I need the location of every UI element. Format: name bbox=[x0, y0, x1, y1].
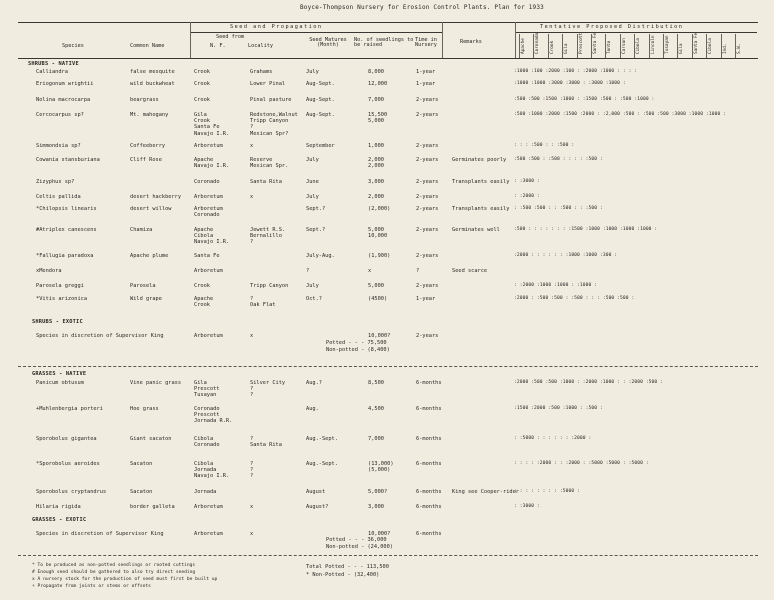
row-dist: :1000 :100 :2000 :100 : :2000 :1000 : : : : bbox=[514, 69, 638, 74]
distribution-column-rule bbox=[634, 34, 635, 58]
distribution-column-rule bbox=[706, 34, 707, 58]
row-nf: Navajo I.R. bbox=[194, 130, 230, 137]
distribution-column-rule bbox=[591, 34, 592, 58]
row-nf: Crook bbox=[194, 81, 210, 87]
grand-total-potted: Total Potted - - - 113,500 bbox=[306, 564, 389, 570]
row-time: 6-months bbox=[416, 489, 442, 495]
row-loc: Silver City bbox=[250, 380, 286, 386]
row-no: 2,000 bbox=[368, 194, 384, 200]
footnote: + Propagate from joints or stems or offsets bbox=[32, 584, 151, 589]
col-seed-matures: Seed Matures (Month) bbox=[309, 37, 347, 49]
distribution-column-rule bbox=[519, 34, 520, 58]
distribution-column-rule bbox=[548, 34, 549, 58]
row-loc: Pinal pasture bbox=[250, 97, 292, 103]
row-no: (4500) bbox=[368, 296, 388, 302]
row-nf: Tusayan bbox=[194, 392, 217, 399]
row-nf: Cibola bbox=[194, 461, 214, 467]
row-loc: Santa Rita bbox=[250, 179, 282, 185]
row-no: 5,000 bbox=[368, 118, 384, 125]
distribution-column-rule bbox=[721, 34, 722, 58]
row-loc: Oak Flat bbox=[250, 302, 276, 309]
row-mat: September bbox=[306, 143, 335, 149]
footnote: * To be produced as non-potted seedlings or rooted cuttings bbox=[32, 563, 196, 568]
seed-prop-rule bbox=[190, 32, 442, 33]
row-loc: ? bbox=[250, 467, 254, 474]
distribution-column-label: Cibola bbox=[708, 38, 714, 54]
section-shrubs-native: SHRUBS - NATIVE bbox=[28, 61, 79, 67]
row-time: 6-months bbox=[416, 380, 442, 386]
row-species: Sporobolus cryptandrus bbox=[36, 489, 107, 495]
row-no: 10,000? bbox=[368, 333, 391, 339]
row-species: Nolina macrocarpa bbox=[36, 97, 91, 103]
row-time: 1-year bbox=[416, 69, 436, 75]
row-species: Cercocarpus sp? bbox=[36, 112, 84, 118]
row-dist: :500 :1000 :2000 :1500 :2000 : :2,000 :500 : :500 :500 :3000 :1000 :1000 : bbox=[514, 112, 727, 117]
row-dist: : :500 :500 : : :500 : : :500 : bbox=[514, 206, 603, 211]
row-common: false mesquite bbox=[130, 69, 175, 75]
row-species: *Fallugia paradoxa bbox=[36, 253, 94, 259]
column-rule bbox=[442, 22, 443, 58]
row-dist: :500 : : : : : : : :1500 :1000 :1000 :1000 :1000 : bbox=[514, 227, 658, 232]
row-time: 2-years bbox=[416, 194, 439, 200]
seed-from-header: Seed from bbox=[216, 34, 245, 40]
row-nf: Apache bbox=[194, 157, 214, 163]
row-no: 8,500 bbox=[368, 380, 384, 386]
row-no: (2,000) bbox=[368, 206, 391, 212]
row-loc: Tripp Canyon bbox=[250, 283, 289, 289]
row-time: 6-months bbox=[416, 531, 442, 537]
row-rem: King see Cooper-rider bbox=[452, 489, 519, 495]
row-species: Sporobolus gigantea bbox=[36, 436, 97, 442]
row-nf: Arboretum bbox=[194, 333, 223, 339]
distribution-column-rule bbox=[562, 34, 563, 58]
row-common: Apache plume bbox=[130, 253, 169, 259]
row-mat: July bbox=[306, 283, 319, 289]
row-common: desert hackberry bbox=[130, 194, 182, 200]
row-species: +Muhlenbergia porteri bbox=[36, 406, 103, 412]
row-no: 15,500 bbox=[368, 112, 388, 118]
row-common: Chamiza bbox=[130, 227, 153, 233]
row-dist: :2000 : : : : : : :1000 :1000 :300 : bbox=[514, 253, 618, 258]
row-time: 6-months bbox=[416, 436, 442, 442]
row-common: Parosela bbox=[130, 283, 156, 289]
row-species: Celtis pallida bbox=[36, 194, 81, 200]
section-shrubs-exotic: SHRUBS - EXOTIC bbox=[32, 319, 83, 325]
row-mat: July bbox=[306, 194, 319, 200]
row-mat: ? bbox=[306, 268, 310, 274]
distribution-column-rule bbox=[605, 34, 606, 58]
row-loc: ? bbox=[250, 392, 254, 399]
row-loc: x bbox=[250, 504, 254, 510]
row-nf: Apache bbox=[194, 296, 214, 302]
row-dist: : :3000 : bbox=[514, 504, 540, 509]
grass-potted-total: Potted - - - 36,000 bbox=[326, 537, 387, 543]
col-time-in-nursery: Time in Nursery bbox=[415, 37, 437, 49]
row-loc: Lower Pinal bbox=[250, 81, 286, 87]
row-nf: Cibola bbox=[194, 233, 214, 240]
row-common: Wild grape bbox=[130, 296, 162, 302]
row-mat: Aug.-Sept. bbox=[306, 436, 338, 442]
row-common: desert willow bbox=[130, 206, 172, 212]
row-common: Mt. mahogany bbox=[130, 112, 169, 118]
row-nf: Arboretum bbox=[194, 206, 223, 212]
row-common: border galleta bbox=[130, 504, 175, 510]
row-no: 3,000 bbox=[368, 179, 384, 185]
row-no: 3,000 bbox=[368, 504, 384, 510]
row-nf: Arboretum bbox=[194, 504, 223, 510]
seed-and-propagation-header: Seed and Propagation bbox=[230, 24, 323, 30]
row-dist: :1000 :1000 :3000 :3000 : :3000 :1000 : bbox=[514, 81, 626, 86]
col-remarks: Remarks bbox=[460, 39, 482, 45]
row-no: 10,000 bbox=[368, 233, 388, 240]
row-species: *Chilopsis linearis bbox=[36, 206, 97, 212]
row-loc: Tripp Canyon bbox=[250, 118, 289, 125]
footnote: x A nursery stock for the production of seed must first be built up bbox=[32, 577, 218, 582]
row-species: Cowania stansburiana bbox=[36, 157, 100, 163]
row-common: Sacaton bbox=[130, 461, 153, 467]
row-mat: Aug. bbox=[306, 406, 319, 412]
row-time: 6-months bbox=[416, 406, 442, 412]
row-time: 6-months bbox=[416, 504, 442, 510]
row-dist: : :2000 :1000 :1000 : :1000 : bbox=[514, 283, 598, 288]
distribution-column-rule bbox=[692, 34, 693, 58]
row-mat: August bbox=[306, 489, 326, 495]
header-top-rule bbox=[18, 22, 758, 23]
row-rem: Germinates well bbox=[452, 227, 500, 233]
row-loc: Santa Rita bbox=[250, 442, 282, 449]
distribution-column-rule bbox=[663, 34, 664, 58]
distribution-column-label: S.W. bbox=[737, 43, 742, 54]
row-loc: Grahams bbox=[250, 69, 273, 75]
row-nf: Coronado bbox=[194, 212, 220, 219]
row-mat: August? bbox=[306, 504, 329, 510]
row-loc: ? bbox=[250, 239, 254, 246]
column-rule bbox=[190, 22, 191, 58]
distribution-column-label: Crook bbox=[549, 40, 555, 54]
row-nf: Apache bbox=[194, 227, 214, 233]
row-loc: ? bbox=[250, 436, 254, 442]
row-nf: Crook bbox=[194, 118, 210, 125]
row-mat: Aug-Sept. bbox=[306, 97, 335, 103]
row-no: 7,000 bbox=[368, 97, 384, 103]
row-common: Cliff Rose bbox=[130, 157, 162, 163]
row-dist: :2000 : :500 :500 : :500 : : : :500 :500 : bbox=[514, 296, 635, 301]
row-loc: x bbox=[250, 194, 254, 200]
footnote: # Enough seed should be gathered to also try direct seeding bbox=[32, 570, 196, 575]
row-no: x bbox=[368, 268, 372, 274]
row-mat: Aug.? bbox=[306, 380, 322, 386]
column-rule bbox=[515, 22, 516, 58]
distribution-column-label: Lincoln bbox=[650, 35, 656, 54]
row-mat: Aug-Sept. bbox=[306, 81, 335, 87]
row-nf: Coronado bbox=[194, 179, 220, 185]
distribution-column-label: Carson bbox=[621, 38, 627, 54]
row-mat: Oct.? bbox=[306, 296, 322, 302]
row-nf: Prescott bbox=[194, 386, 220, 393]
row-loc: ? bbox=[250, 461, 254, 467]
row-common: Vine panic grass bbox=[130, 380, 182, 386]
row-no: 5,000 bbox=[368, 227, 384, 233]
row-species: Zizyphus sp? bbox=[36, 179, 75, 185]
row-time: 6-months bbox=[416, 461, 442, 467]
row-species: #Atriplex canescens bbox=[36, 227, 97, 233]
row-mat: Sept.? bbox=[306, 206, 326, 212]
distribution-column-rule bbox=[620, 34, 621, 58]
row-nf: Jornada bbox=[194, 489, 217, 495]
row-rem: Transplants easily bbox=[452, 206, 510, 212]
document-title: Boyce-Thompson Nursery for Erosion Control Plants. Plan for 1933 bbox=[300, 4, 544, 11]
distribution-column-rule bbox=[577, 34, 578, 58]
row-species: *Sporobolus aeroides bbox=[36, 461, 100, 467]
grand-total-nonpotted: * Non-Potted - (32,400) bbox=[306, 572, 380, 578]
row-no: 7,000 bbox=[368, 436, 384, 442]
row-species: Simmondsia sp? bbox=[36, 143, 81, 149]
section-divider bbox=[18, 555, 758, 556]
row-nf: Jornada R.R. bbox=[194, 418, 233, 425]
row-common: Giant sacaton bbox=[130, 436, 172, 442]
row-nf: Gila bbox=[194, 112, 207, 118]
row-no: 4,500 bbox=[368, 406, 384, 412]
row-time: 2-years bbox=[416, 206, 439, 212]
row-nf: Santa Fe bbox=[194, 124, 220, 131]
row-no: 5,000 bbox=[368, 283, 384, 289]
row-time: 2-years bbox=[416, 112, 439, 118]
distribution-column-label: Apache bbox=[521, 38, 526, 54]
row-loc: ? bbox=[250, 386, 254, 393]
row-nf: Crook bbox=[194, 69, 210, 75]
row-nf: Coronado bbox=[194, 406, 220, 412]
row-no: 8,000 bbox=[368, 69, 384, 75]
shrub-potted-total: Potted - - - 75,500 bbox=[326, 340, 387, 346]
row-time: 2-years bbox=[416, 283, 439, 289]
shrub-nonpotted-total: Non-potted - (8,400) bbox=[326, 347, 390, 353]
col-nf: N. F. bbox=[210, 43, 226, 49]
row-loc: x bbox=[250, 333, 254, 339]
distribution-column-label: Ind. bbox=[722, 43, 728, 54]
row-common: Sacaton bbox=[130, 489, 153, 495]
distribution-column-rule bbox=[649, 34, 650, 58]
row-loc: x bbox=[250, 143, 254, 149]
row-common: Hoe grass bbox=[130, 406, 159, 412]
row-no: (1,900) bbox=[368, 253, 391, 259]
row-mat: July-Aug. bbox=[306, 253, 335, 259]
distribution-column-label: Coronado bbox=[535, 32, 541, 54]
row-species: Species in discretion of Supervisor King bbox=[36, 531, 164, 537]
distribution-column-rule bbox=[735, 34, 736, 58]
row-nf: Navajo I.R. bbox=[194, 239, 230, 246]
row-mat: Aug.-Sept. bbox=[306, 461, 338, 467]
row-mat: June bbox=[306, 179, 319, 185]
row-time: 2-years bbox=[416, 97, 439, 103]
row-rem: Germinates poorly bbox=[452, 157, 507, 163]
row-nf: Crook bbox=[194, 97, 210, 103]
row-dist: : :2000 : bbox=[514, 194, 540, 199]
row-loc: Redstone,Walnut bbox=[250, 112, 298, 118]
row-nf: Arboretum bbox=[194, 268, 223, 274]
row-time: 1-year bbox=[416, 296, 436, 302]
row-dist: : :3000 : bbox=[514, 179, 540, 184]
distribution-column-rule bbox=[533, 34, 534, 58]
row-time: ? bbox=[416, 268, 420, 274]
row-species: Eriogonum wrightii bbox=[36, 81, 94, 87]
row-nf: Cibola bbox=[194, 436, 214, 442]
col-common-name: Common Name bbox=[130, 43, 165, 49]
row-common: beargrass bbox=[130, 97, 159, 103]
row-loc: ? bbox=[250, 473, 254, 480]
row-species: Calliandra bbox=[36, 69, 68, 75]
row-species: *Vitis arizonica bbox=[36, 296, 88, 302]
row-nf: Arboretum bbox=[194, 194, 223, 200]
col-species: Species bbox=[62, 43, 84, 49]
row-loc: Bernalillo bbox=[250, 233, 282, 240]
grass-nonpotted-total: Non-potted - (24,000) bbox=[326, 544, 393, 550]
row-no: 10,000? bbox=[368, 531, 391, 537]
row-loc: ? bbox=[250, 124, 254, 131]
section-grasses-native: GRASSES - NATIVE bbox=[32, 371, 87, 377]
row-time: 2-years bbox=[416, 227, 439, 233]
row-species: xMendora bbox=[36, 268, 62, 274]
row-dist: : :5000 : : : : : : :2000 : bbox=[514, 436, 592, 441]
row-nf: Navajo I.R. bbox=[194, 163, 230, 170]
distribution-column-label: Prescott bbox=[578, 32, 584, 54]
distribution-column-label: Gila bbox=[564, 43, 570, 54]
row-time: 1-year bbox=[416, 81, 436, 87]
distribution-column-rule bbox=[677, 34, 678, 58]
row-time: 2-years bbox=[416, 253, 439, 259]
row-species: Panicum obtusum bbox=[36, 380, 84, 386]
row-dist: : : : :500 : : :500 : bbox=[514, 143, 575, 148]
row-dist: :2000 :500 :500 :1000 : :2000 :1000 : : :2000 :500 : bbox=[514, 380, 664, 385]
row-no: (13,000) bbox=[368, 461, 394, 467]
row-loc: Reserve bbox=[250, 157, 273, 163]
row-no: 2,000 bbox=[368, 157, 384, 163]
row-time: 2-years bbox=[416, 333, 439, 339]
row-loc: Mexican Spr. bbox=[250, 163, 289, 170]
row-loc: x bbox=[250, 531, 254, 537]
row-no: 12,000 bbox=[368, 81, 388, 87]
row-dist: :500 :500 :1500 :1000 : :1500 :500 : :500 :1000 : bbox=[514, 97, 655, 102]
row-nf: Navajo I.R. bbox=[194, 473, 230, 480]
row-rem: Seed scarce bbox=[452, 268, 488, 274]
row-time: 2-years bbox=[416, 143, 439, 149]
distribution-column-label: Tonto bbox=[607, 40, 613, 54]
row-mat: July bbox=[306, 69, 319, 75]
row-no: (5,000) bbox=[368, 467, 391, 474]
row-loc: Mexican Spr? bbox=[250, 130, 289, 137]
row-nf: Jornada bbox=[194, 467, 217, 474]
row-dist: : : : : :2000 : : :2000 : :5000 :5000 : :5000 : bbox=[514, 461, 649, 466]
row-species: Species in discretion of Supervisor King bbox=[36, 333, 164, 339]
row-nf: Arboretum bbox=[194, 143, 223, 149]
row-no: 1,000 bbox=[368, 143, 384, 149]
row-nf: Crook bbox=[194, 302, 210, 309]
section-divider bbox=[18, 366, 758, 367]
row-nf: Arboretum bbox=[194, 531, 223, 537]
row-no: 5,000? bbox=[368, 489, 388, 495]
col-locality: Locality bbox=[248, 43, 273, 49]
row-species: Parosela greggi bbox=[36, 283, 84, 289]
row-mat: Aug-Sept. bbox=[306, 112, 335, 118]
row-rem: Transplants easily bbox=[452, 179, 510, 185]
row-species: Hilaria rigida bbox=[36, 504, 81, 510]
row-dist: :500 :500 : :500 : : : : :500 : bbox=[514, 157, 603, 162]
header-bottom-rule bbox=[18, 58, 758, 59]
distribution-column-label: Tusayan bbox=[665, 35, 670, 54]
distribution-column-label: Santa Fe bbox=[593, 32, 598, 54]
row-nf: Crook bbox=[194, 283, 210, 289]
row-loc: ? bbox=[250, 296, 254, 302]
tentative-distribution-header: Tentative Proposed Distribution bbox=[540, 24, 684, 30]
row-no: 2,000 bbox=[368, 163, 384, 170]
row-time: 2-years bbox=[416, 157, 439, 163]
section-grasses-exotic: GRASSES - EXOTIC bbox=[32, 517, 87, 523]
row-nf: Prescott bbox=[194, 412, 220, 419]
row-mat: Sept.? bbox=[306, 227, 326, 233]
row-common: Coffeeberry bbox=[130, 143, 166, 149]
row-mat: July bbox=[306, 157, 319, 163]
distribution-column-label: Cibola bbox=[636, 38, 642, 54]
col-no-seedlings: No. of seedlings to be raised bbox=[354, 37, 414, 49]
dist-rule bbox=[515, 32, 757, 33]
row-loc: Jewett R.S. bbox=[250, 227, 286, 233]
row-dist: : : : : : : : : :5000 : bbox=[514, 489, 580, 494]
row-nf: Coronado bbox=[194, 442, 220, 449]
row-nf: Gila bbox=[194, 380, 207, 386]
row-common: wild buckwheat bbox=[130, 81, 175, 87]
row-nf: Santa Fe bbox=[194, 253, 220, 259]
row-time: 2-years bbox=[416, 179, 439, 185]
distribution-column-label: Santa Fe bbox=[693, 32, 699, 54]
row-dist: :1500 :2000 :500 :1000 : :500 : bbox=[514, 406, 603, 411]
distribution-column-label: Gila bbox=[679, 43, 685, 54]
